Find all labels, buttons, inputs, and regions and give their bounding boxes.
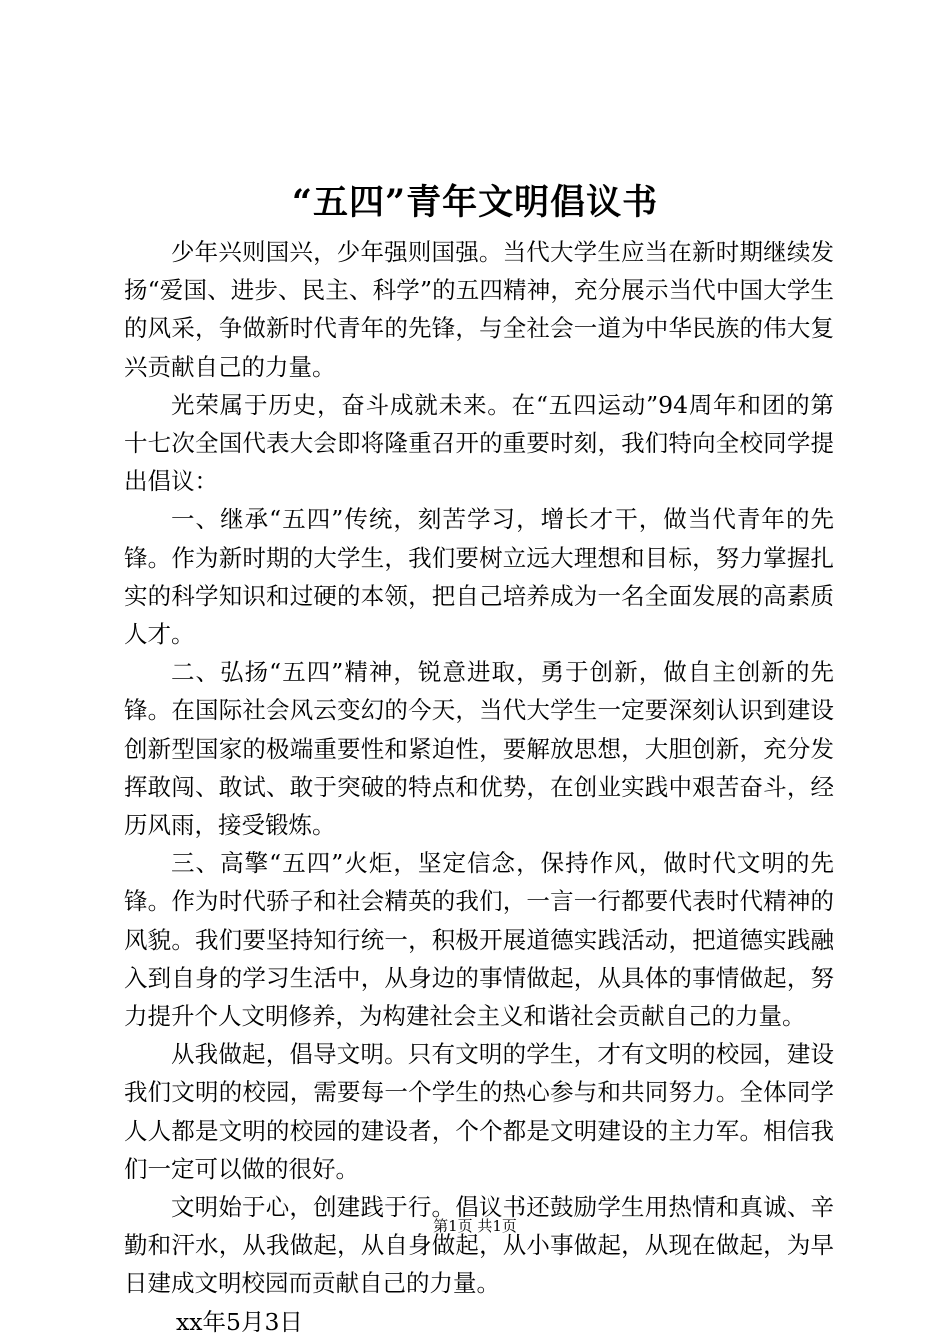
paragraph-civility: 从我做起，倡导文明。只有文明的学生，才有文明的校园，建设我们文明的校园，需要每一个学生的热心参与和共同努力。全体同学人人都是文明的校园的建设者，个个都是文明建设的主力军。相信我们一定可以做的很好。 [124, 1040, 834, 1183]
paragraph-proposal: 光荣属于历史，奋斗成就未来。在“五四运动”94周年和团的第十七次全国代表大会即将隆重召开的重要时刻，我们特向全校同学提出倡议： [124, 390, 834, 496]
document-date: xx年5月3日 [176, 1307, 303, 1336]
paragraph-point-2: 二、弘扬“五四”精神，锐意进取，勇于创新，做自主创新的先锋。在国际社会风云变幻的今天，当代大学生一定要深刻认识到建设创新型国家的极端重要性和紧迫性，要解放思想，大胆创新，充分发挥敢闯、敢试、敢于突破的特点和优势，在创业实践中艰苦奋斗，经历风雨，接受锻炼。 [124, 658, 834, 840]
page-footer: 第1页 共1页 [433, 1217, 517, 1235]
document-title: “五四”青年文明倡议书 [291, 182, 659, 223]
paragraph-point-1: 一、继承“五四”传统，刻苦学习，增长才干，做当代青年的先锋。作为新时期的大学生，我们要树立远大理想和目标，努力掌握扎实的科学知识和过硬的本领，把自己培养成为一名全面发展的高素质人才。 [124, 505, 834, 649]
paragraph-closing: 文明始于心，创建践于行。倡议书还鼓励学生用热情和真诚、辛勤和汗水，从我做起，从自身做起，从小事做起，从现在做起，为早日建成文明校园而贡献自己的力量。 [124, 1193, 834, 1298]
paragraph-point-3: 三、高擎“五四”火炬，坚定信念，保持作风，做时代文明的先锋。作为时代骄子和社会精英的我们，一言一行都要代表时代精神的风貌。我们要坚持知行统一，积极开展道德实践活动，把道德实践融入到自身的学习生活中，从身边的事情做起，从具体的事情做起，努力提升个人文明修养，为构建社会主义和谐社会贡献自己的力量。 [124, 849, 834, 1031]
paragraph-intro: 少年兴则国兴，少年强则国强。当代大学生应当在新时期继续发扬“爱国、进步、民主、科学”的五四精神，充分展示当代中国大学生的风采，争做新时代青年的先锋，与全社会一道为中华民族的伟大复兴贡献自己的力量。 [124, 238, 834, 381]
document-body [124, 233, 834, 1341]
